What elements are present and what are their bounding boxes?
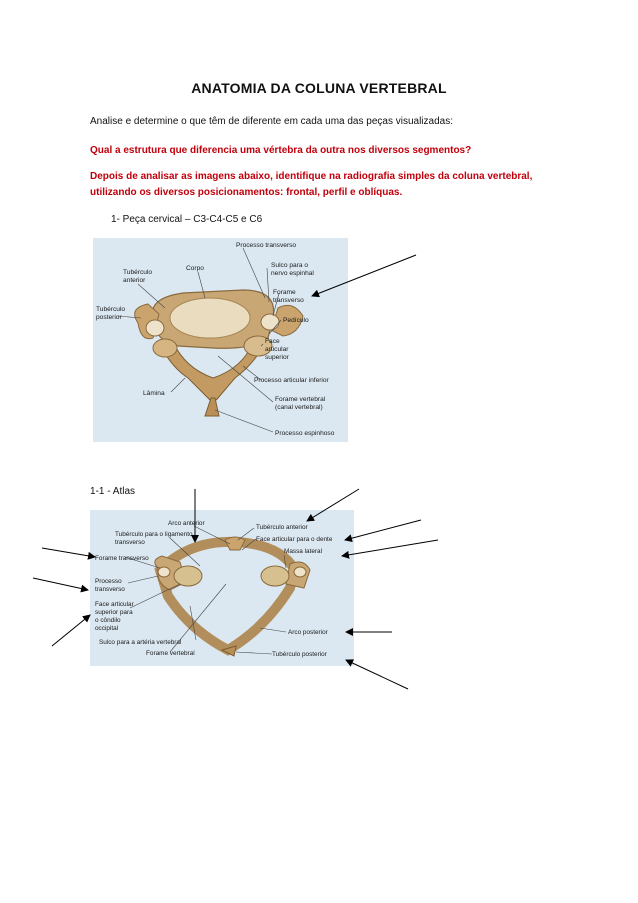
question-1: Qual a estrutura que diferencia uma vértebra da outra nos diversos segmentos?	[90, 145, 472, 156]
arrow-face-dente	[345, 520, 421, 540]
atlas-figure	[90, 510, 354, 666]
label-sulco-1: Sulco para o	[271, 262, 309, 269]
label-sulco-2: nervo espinhal	[271, 270, 314, 277]
label-forame-vertebral: Forame vertebral	[146, 650, 195, 657]
label-processo-transverso-2: transverso	[95, 586, 125, 593]
label-tuberculo-anterior-2: anterior	[123, 277, 146, 284]
label-face-condilo-4: occipital	[95, 625, 119, 632]
question-2-line-2: utilizando os diversos posicionamentos: frontal, perfil e oblíquas.	[90, 187, 403, 198]
label-tuberculo-anterior: Tubérculo anterior	[256, 524, 308, 531]
label-forame-transverso: Forame transverso	[95, 555, 149, 562]
arrow-massa-lateral	[342, 540, 438, 556]
label-forame-vertebral-2: (canal vertebral)	[275, 404, 323, 411]
arrow-face-condilo	[52, 615, 90, 646]
page-title: ANATOMIA DA COLUNA VERTEBRAL	[191, 80, 447, 96]
label-tuberculo-posterior-2: posterior	[96, 314, 122, 321]
label-forame-transverso-2: transverso	[273, 297, 304, 304]
label-forame-transverso-1: Forame	[273, 289, 296, 296]
label-tuberculo-anterior-1: Tubérculo	[123, 269, 153, 276]
label-forame-vertebral-1: Forame vertebral	[275, 396, 326, 403]
label-corpo: Corpo	[186, 265, 204, 272]
label-face-dente: Face articular para o dente	[256, 536, 333, 543]
cervical-vertebra-figure	[93, 238, 348, 442]
label-face-condilo-1: Face articular	[95, 601, 134, 608]
intro-text: Analise e determine o que têm de diferente em cada uma das peças visualizadas:	[90, 116, 453, 127]
label-processo-transverso-1: Processo	[95, 578, 122, 585]
label-tuberculo-ligamento-1: Tubérculo para o ligamento	[115, 531, 193, 538]
arrow-tuberculo-posterior	[346, 660, 408, 689]
label-face-articular-2: articular	[265, 346, 289, 353]
section-atlas-heading: 1-1 - Atlas	[90, 486, 136, 497]
label-face-articular-1: Face	[265, 338, 280, 345]
label-processo-articular-inferior: Processo articular inferior	[254, 377, 329, 384]
question-2-line-1: Depois de analisar as imagens abaixo, identifique na radiografia simples da coluna vertebral,	[90, 171, 533, 182]
label-face-articular-3: superior	[265, 354, 289, 361]
atlas-illustration	[90, 510, 354, 666]
label-tuberculo-ligamento-2: transverso	[115, 539, 145, 546]
section-cervical-heading: 1- Peça cervical – C3-C4-C5 e C6	[111, 214, 263, 225]
label-massa-lateral: Massa lateral	[284, 548, 323, 555]
label-processo-transverso: Processo transverso	[236, 242, 297, 249]
label-arco-anterior: Arco anterior	[168, 520, 205, 527]
label-pediculo: Pedículo	[283, 317, 309, 324]
cervical-vertebra-illustration	[93, 238, 348, 442]
label-processo-espinhoso: Processo espinhoso	[275, 430, 335, 437]
label-lamina: Lâmina	[143, 390, 165, 397]
label-tuberculo-posterior: Tubérculo posterior	[272, 651, 327, 658]
arrow-processo-transverso	[33, 578, 88, 590]
label-sulco-arteria: Sulco para a artéria vertebral	[99, 639, 182, 646]
label-face-condilo-3: o côndilo	[95, 617, 121, 624]
label-tuberculo-posterior-1: Tubérculo	[96, 306, 126, 313]
arrow-forame-transverso	[42, 548, 95, 557]
label-face-condilo-2: superior para	[95, 609, 133, 616]
label-arco-posterior: Arco posterior	[288, 629, 328, 636]
